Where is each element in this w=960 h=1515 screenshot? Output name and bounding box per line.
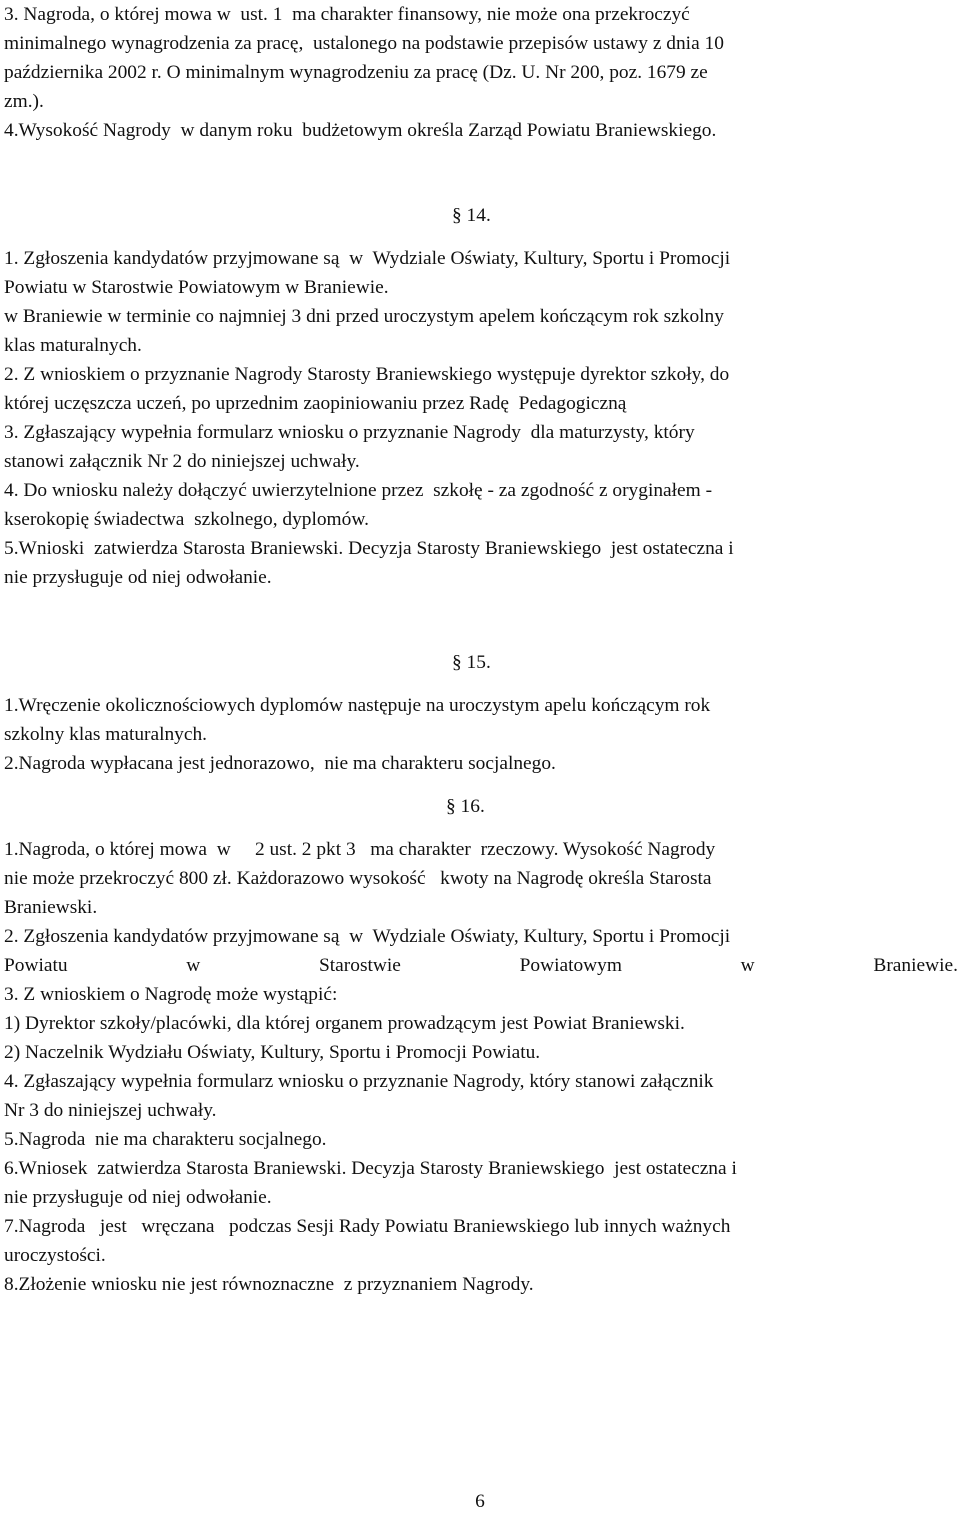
text-line: 4. Do wniosku należy dołączyć uwierzytelnione przez szkołę - za zgodność z oryginałem - (4, 480, 713, 501)
text-line: 1. Zgłoszenia kandydatów przyjmowane są w Wydziale Oświaty, Kultury, Sportu i Promocji (4, 248, 731, 269)
text-line: nie przysługuje od niej odwołanie. (4, 1187, 272, 1208)
text-line: Powiatu w Starostwie Powiatowym w Braniewie. (4, 277, 389, 298)
text-line: szkolny klas maturalnych. (4, 724, 208, 745)
text-line: 4. Zgłaszający wypełnia formularz wniosku o przyznanie Nagrody, który stanowi załącznik (4, 1071, 714, 1092)
text-line: Nr 3 do niniejszej uchwały. (4, 1100, 217, 1121)
text-line: 2. Z wnioskiem o przyznanie Nagrody Starosty Braniewskiego występuje dyrektor szkoły, do (4, 364, 730, 385)
text-line: Braniewski. (4, 897, 98, 918)
text-line: nie przysługuje od niej odwołanie. (4, 567, 272, 588)
text-line: kserokopię świadectwa szkolnego, dyplomów. (4, 509, 369, 530)
justified-line (4, 951, 958, 980)
document-page (4, 0, 960, 1299)
text-line: 6.Wniosek zatwierdza Starosta Braniewski. Decyzja Starosty Braniewskiego jest ostateczna i (4, 1158, 737, 1179)
section-heading: § 14. (452, 205, 491, 226)
text-line: 1.Nagroda, o której mowa w 2 ust. 2 pkt 3 ma charakter rzeczowy. Wysokość Nagrody (4, 839, 716, 860)
text-line: 1) Dyrektor szkoły/placówki, dla której organem prowadzącym jest Powiat Braniewski. (4, 1013, 685, 1034)
text-line: nie może przekroczyć 800 zł. Każdorazowo wysokość kwoty na Nagrodę określa Starosta (4, 868, 712, 889)
text-line: 5.Wnioski zatwierdza Starosta Braniewski. Decyzja Starosty Braniewskiego jest ostateczna i (4, 538, 734, 559)
text-line: klas maturalnych. (4, 335, 142, 356)
page-footer (0, 1490, 960, 1514)
text-line: w Braniewie w terminie co najmniej 3 dni przed uroczystym apelem kończącym rok szkolny (4, 306, 724, 327)
text-line: 5.Nagroda nie ma charakteru socjalnego. (4, 1129, 327, 1150)
text-line: 2.Nagroda wypłacana jest jednorazowo, nie ma charakteru socjalnego. (4, 753, 556, 774)
text-line: 2. Zgłoszenia kandydatów przyjmowane są w Wydziale Oświaty, Kultury, Sportu i Promocji (4, 926, 731, 947)
text-line: 8.Złożenie wniosku nie jest równoznaczne z przyznaniem Nagrody. (4, 1274, 534, 1295)
section-16 (4, 792, 960, 1299)
text-line: której uczęszcza uczeń, po uprzednim zaopiniowaniu przez Radę Pedagogiczną (4, 393, 627, 414)
text-line: 1.Wręczenie okolicznościowych dyplomów następuje na uroczystym apelu kończącym rok (4, 695, 711, 716)
word: Starostwie (319, 955, 401, 976)
text-line: uroczystości. (4, 1245, 106, 1266)
text-line: 4.Wysokość Nagrody w danym roku budżetowym określa Zarząd Powiatu Braniewskiego. (4, 120, 717, 141)
word: Braniewie. (873, 955, 958, 976)
text-line: października 2002 r. O minimalnym wynagrodzeniu za pracę (Dz. U. Nr 200, poz. 1679 ze (4, 62, 708, 83)
text-line: stanowi załącznik Nr 2 do niniejszej uchwały. (4, 451, 360, 472)
text-line: 7.Nagroda jest wręczana podczas Sesji Rady Powiatu Braniewskiego lub innych ważnych (4, 1216, 731, 1237)
text-line: 2) Naczelnik Wydziału Oświaty, Kultury, Sportu i Promocji Powiatu. (4, 1042, 541, 1063)
section-15 (4, 648, 960, 778)
word: w (186, 955, 201, 976)
text-line: 3. Nagroda, o której mowa w ust. 1 ma charakter finansowy, nie może ona przekroczyć (4, 4, 690, 25)
text-line: zm.). (4, 91, 44, 112)
section-number: 16. (460, 796, 485, 817)
text-line: 3. Z wnioskiem o Nagrodę może wystąpić: (4, 984, 338, 1005)
text-line: 3. Zgłaszający wypełnia formularz wniosku o przyznanie Nagrody dla maturzysty, który (4, 422, 695, 443)
section-14 (4, 201, 960, 592)
intro-block (4, 0, 960, 145)
word: Powiatowym (519, 955, 622, 976)
word: Powiatu (4, 955, 68, 976)
section-number: 14. (466, 205, 491, 226)
section-heading: § 16. (446, 796, 485, 817)
section-heading: § 15. (452, 652, 491, 673)
text-line: minimalnego wynagrodzenia za pracę, ustalonego na podstawie przepisów ustawy z dnia 10 (4, 33, 724, 54)
page-number: 6 (475, 1491, 485, 1512)
word: w (740, 955, 755, 976)
section-number: 15. (466, 652, 491, 673)
